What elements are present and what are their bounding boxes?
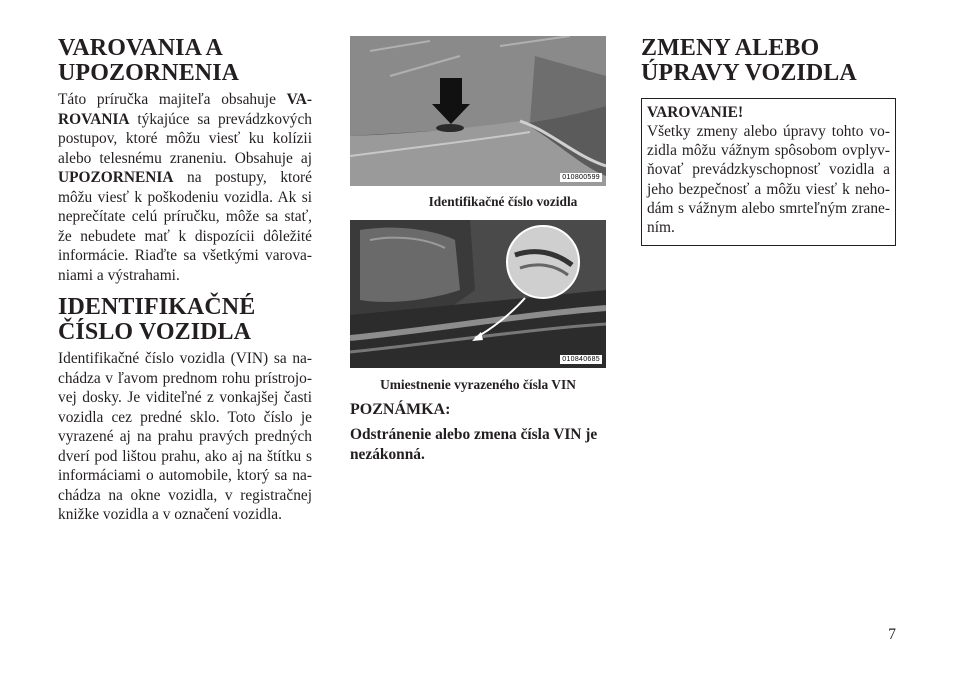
photo2-code: 010840685 — [562, 356, 600, 363]
caption-vin-stamp: Umiestnenie vyrazeného čísla VIN — [380, 377, 576, 392]
left-column — [58, 36, 312, 525]
middle-column — [350, 36, 606, 464]
note-title: POZNÁMKA: — [350, 401, 451, 418]
warning-box-text: Všetky zmeny alebo úpravy tohto vo-zidla môžu vážnym spôsobom ovplyv-ňovať prevádzkyschopnosť vozidla a jeho bezpečnosť a môžu viesť k neho-dám s vážnym alebo smrteľným zrane-ním. — [647, 123, 890, 237]
page-number: 7 — [888, 626, 896, 643]
photo1-code: 010800599 — [562, 174, 600, 181]
cautions-term: UPOZORNENIA — [58, 169, 174, 186]
caption-vin-windshield: Identifikačné číslo vozidla — [428, 194, 578, 209]
warnings-paragraph — [58, 90, 312, 285]
warning-box — [641, 98, 896, 246]
warnings-text-mid: týkajúce sa prevádzkových postupov, ktoré môžu viesť ku kolízii alebo telesnému zraneniu. Obsahuje aj — [58, 110, 312, 167]
warnings-text-end: na postupy, ktoré môžu viesť k poškodeniu vozidla. Ak si neprečítate celú príručku, môže sa stať, že nebudete mať k dispozícii dôležité informácie. Riaďte sa všetkými varova-niami a výstrahami. — [58, 169, 312, 284]
heading-vin: IDENTIFIKAČNÉ ČÍSLO VOZIDLA — [58, 294, 256, 345]
warning-box-title: VAROVANIE! — [647, 104, 744, 121]
warnings-text-intro: Táto príručka majiteľa obsahuje — [58, 91, 287, 108]
note-text: Odstránenie alebo zmena čísla VIN je nezákonná. — [350, 426, 598, 463]
right-column — [641, 36, 896, 246]
warnings-term: VA-ROVANIA — [58, 91, 312, 128]
heading-warnings: VAROVANIA A UPOZORNENIA — [58, 35, 240, 86]
heading-modifications: ZMENY ALEBO ÚPRAVY VOZIDLA — [641, 35, 857, 86]
vin-paragraph: Identifikačné číslo vozidla (VIN) sa na-chádza v ľavom prednom rohu prístrojo-vej dosky. Je viditeľné z vonkajšej časti vozidla cez predné sklo. Toto číslo je vyrazené aj na prahu pravých predných dverí pod lištou prahu, ako aj na štítku s informáciami o automobile, ktorý sa na-chádza na okne vozidla, v registračnej knižke vozidla a v označení vozidla. — [58, 350, 312, 523]
vin-windshield-photo — [350, 36, 606, 186]
vin-stamp-location-photo — [350, 220, 606, 368]
